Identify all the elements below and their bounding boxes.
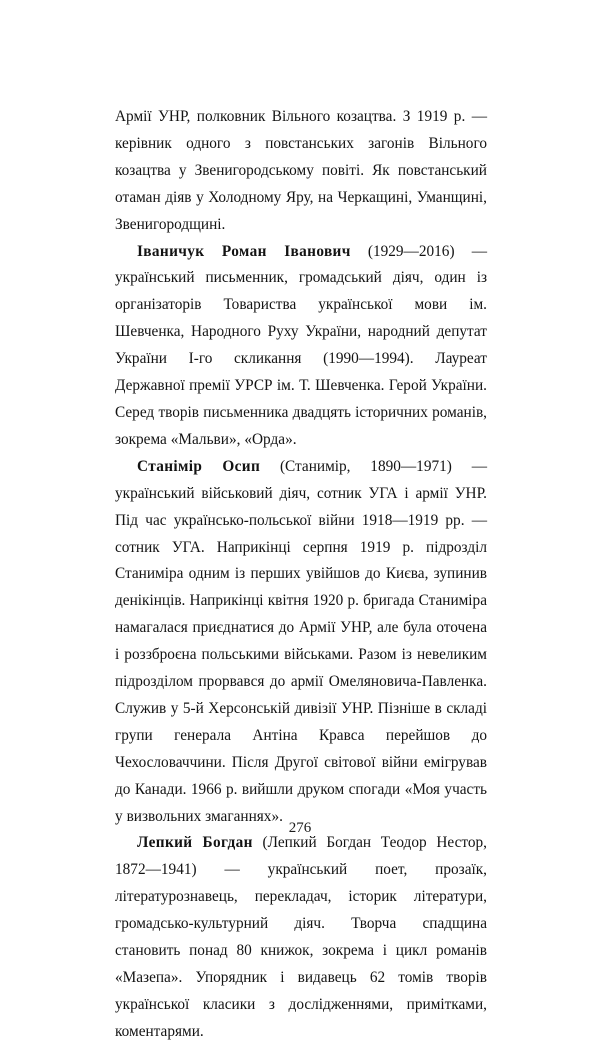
page-text-body xyxy=(115,104,487,1046)
entry-name-lepkyi: Лепкий Богдан xyxy=(137,834,253,852)
paragraph-lepkyi xyxy=(115,830,487,1045)
paragraph-text: (Лепкий Богдан Теодор Нестор, 1872—1941) — український поет, прозаїк, літературознавець, перекладач, історик літератури, громадсько-культурний діяч. Творча спадщина становить понад 80 книжок, зокрема і цикл романів «Мазепа». Упорядник і видавець 62 томів творів української класики з дослідженнями, примітками, коментарями. xyxy=(115,834,487,1040)
paragraph-continuation xyxy=(115,104,487,239)
paragraph-ivanychuk xyxy=(115,239,487,454)
paragraph-text: Армії УНР, полковник Вільного козацтва. З 1919 р. — керівник одного з повстанських загонів Вільного козацтва у Звенигородському повіті. Як повстанський отаман діяв у Холодному Яру, на Черкащині, Уманщині, Звенигородщині. xyxy=(115,108,487,233)
page-number: 276 xyxy=(288,820,312,836)
paragraph-stanimir xyxy=(115,454,487,831)
entry-name-stanimir: Станімір Осип xyxy=(137,457,261,475)
entry-name-ivanychuk: Іваничук Роман Іванович xyxy=(137,242,351,260)
paragraph-text: (Станимір, 1890—1971) — український військовий діяч, сотник УГА і армії УНР. Під час українсько-польської війни 1918—1919 рр. — сотник УГА. Наприкінці серпня 1919 р. підрозділ Станиміра одним із перших увійшов до Києва, зупинив денікінців. Наприкінці квітня 1920 р. бригада Станиміра намагалася приєднатися до Армії УНР, але була оточена і роззброєна польськими військами. Разом із невеликим підрозділом прорвався до армії Омеляновича-Павленка. Служив у 5-й Херсонській дивізії УНР. Пізніше в складі групи генерала Антіна Кравса перейшов до Чехословаччини. Після Другої світової війни емігрував до Канади. 1966 р. вийшли друком спогади «Моя участь у визвольних змаганнях». xyxy=(115,457,487,825)
paragraph-text: (1929—2016) — український письменник, громадський діяч, один із організаторів Товариства української мови ім. Шевченка, Народного Руху України, народний депутат України І-го скликання (1990—1994). Лауреат Державної премії УРСР ім. Т. Шевченка. Герой України. Серед творів письменника двадцять історичних романів, зокрема «Мальви», «Орда». xyxy=(115,242,487,448)
